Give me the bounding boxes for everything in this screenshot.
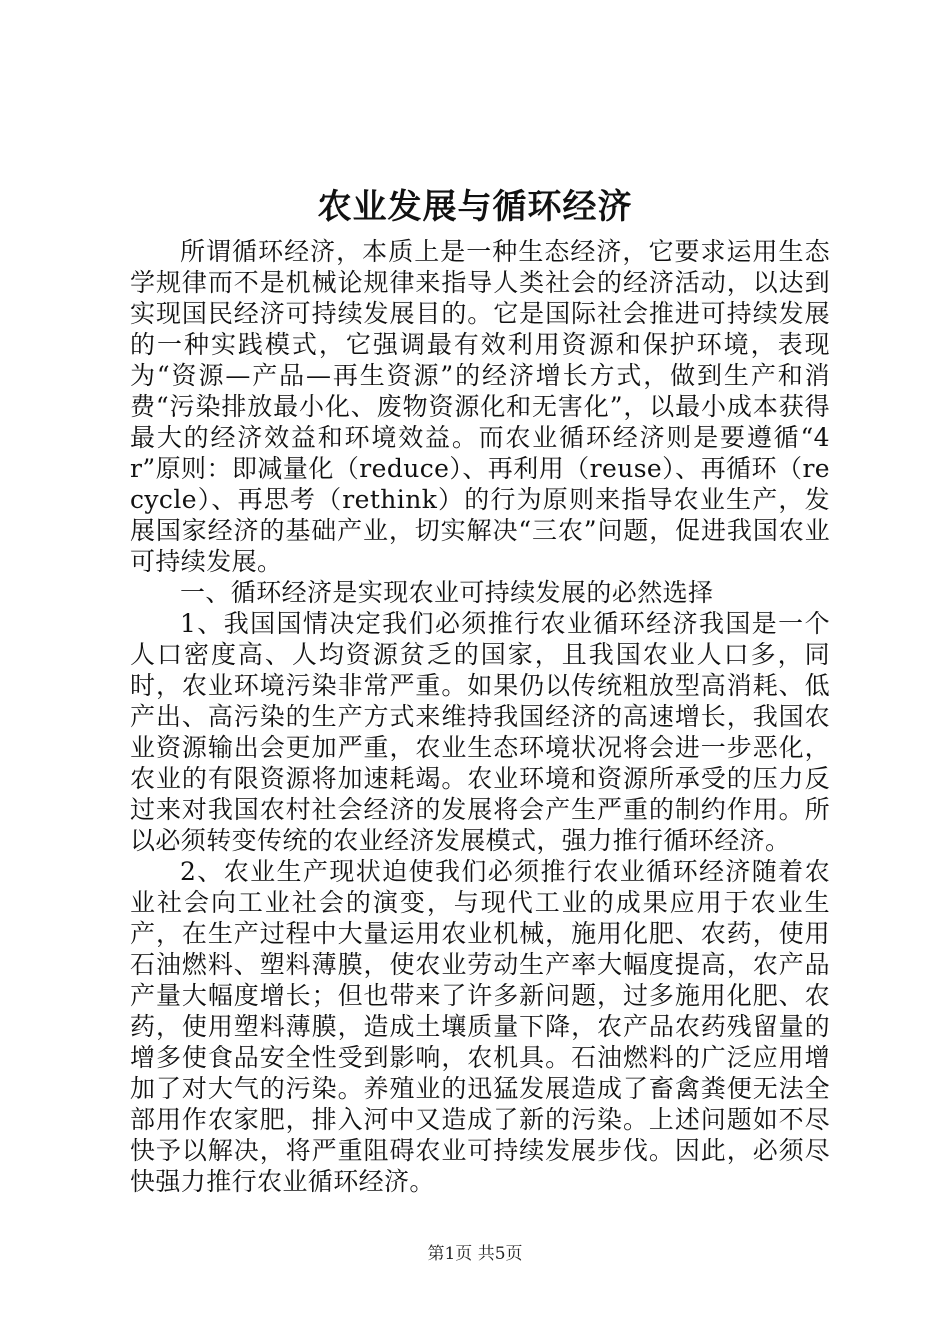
paragraph-point-1: 1、我国国情决定我们必须推行农业循环经济我国是一个人口密度高、人均资源贫乏的国家，且我国农业人口多，同时，农业环境污染非常严重。如果仍以传统粗放型高消耗、低产出、高污染的生产方式来维持我国经济的高速增长，我国农业资源输出会更加严重，农业生态环境状况将会进一步恶化，农业的有限资源将加速耗竭。农业环境和资源所承受的压力反过来对我国农村社会经济的发展将会产生严重的制约作用。所以必须转变传统的农业经济发展模式，强力推行循环经济。 bbox=[130, 609, 830, 855]
paragraph-intro: 所谓循环经济，本质上是一种生态经济，它要求运用生态学规律而不是机械论规律来指导人类社会的经济活动，以达到实现国民经济可持续发展目的。它是国际社会推进可持续发展的一种实践模式，它强调最有效利用资源和保护环境，表现为“资源—产品—再生资源”的经济增长方式，做到生产和消费“污染排放最小化、废物资源化和无害化”，以最小成本获得最大的经济效益和环境效益。而农业循环经济则是要遵循“4r”原则：即减量化（reduce）、再利用（reuse）、再循环（recycle）、再思考（rethink）的行为原则来指导农业生产，发展国家经济的基础产业，切实解决“三农”问题，促进我国农业可持续发展。 bbox=[130, 237, 830, 576]
document-title: 农业发展与循环经济 bbox=[317, 187, 633, 227]
page-footer: 第1页 共5页 bbox=[427, 1244, 523, 1264]
document-body bbox=[130, 236, 830, 1197]
paragraph-point-2: 2、农业生产现状迫使我们必须推行农业循环经济随着农业社会向工业社会的演变，与现代工业的成果应用于农业生产，在生产过程中大量运用农业机械，施用化肥、农药，使用石油燃料、塑料薄膜，使农业劳动生产率大幅度提高，农产品产量大幅度增长；但也带来了许多新问题，过多施用化肥、农药，使用塑料薄膜，造成土壤质量下降，农产品农药残留量的增多使食品安全性受到影响，农机具。石油燃料的广泛应用增加了对大气的污染。养殖业的迅猛发展造成了畜禽粪便无法全部用作农家肥，排入河中又造成了新的污染。上述问题如不尽快予以解决，将严重阻碍农业可持续发展步伐。因此，必须尽快强力推行农业循环经济。 bbox=[130, 857, 830, 1196]
section-heading-1: 一、循环经济是实现农业可持续发展的必然选择 bbox=[180, 578, 714, 607]
